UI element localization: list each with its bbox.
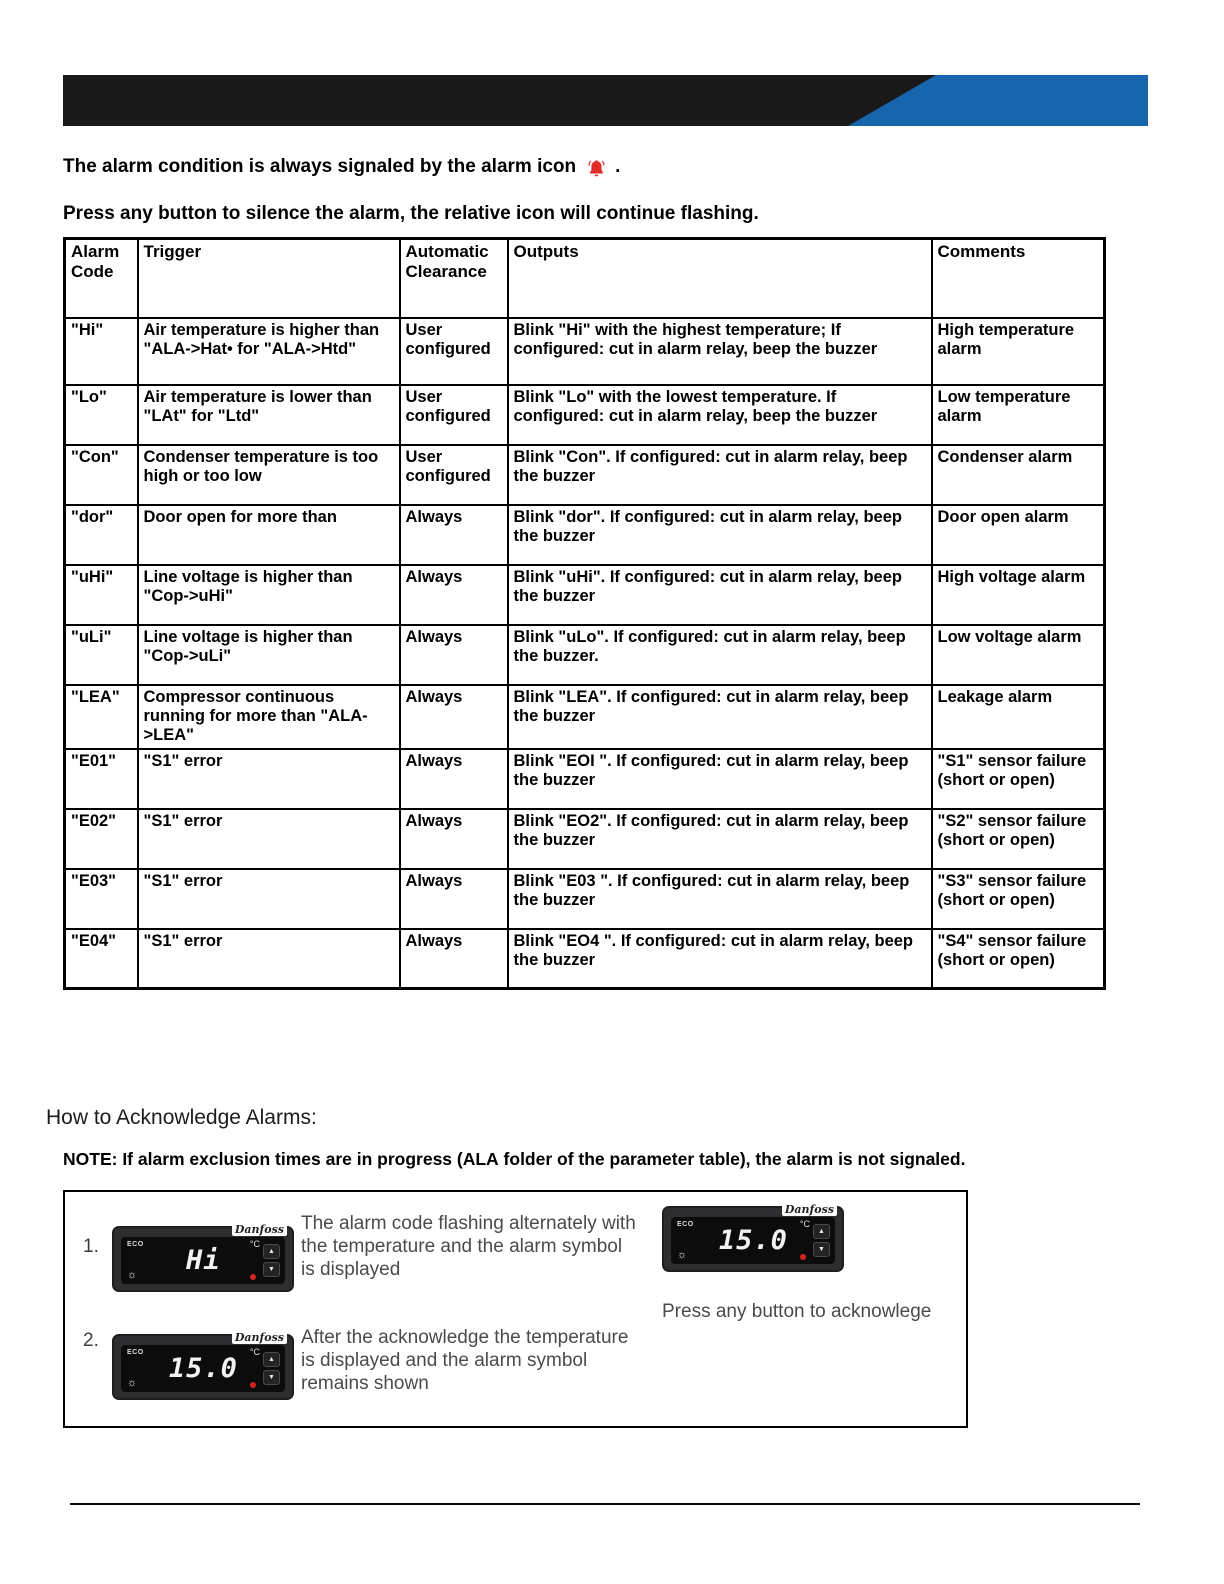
cell-comments: Low voltage alarm	[932, 625, 1105, 685]
alarm-table	[63, 237, 1106, 990]
note-ala-ref: ALA	[462, 1149, 499, 1169]
cell-trigger: Air temperature is lower than "LAt" for "Ltd"	[138, 385, 400, 445]
cell-outputs: Blink "EO2". If configured: cut in alarm relay, beep the buzzer	[508, 809, 932, 869]
cell-code: "dor"	[65, 505, 138, 565]
step-1-text: The alarm code flashing alternately with the temperature and the alarm symbol is displayed	[301, 1213, 636, 1281]
display-screen	[671, 1217, 835, 1264]
eco-label: ECO	[127, 1241, 144, 1248]
cell-trigger: Line voltage is higher than "Cop->uLi"	[138, 625, 400, 685]
col-header-alarm-code: Alarm Code	[65, 239, 138, 318]
intro-line	[63, 156, 620, 178]
col-header-trigger: Trigger	[138, 239, 400, 318]
cell-code: "Con"	[65, 445, 138, 505]
celsius-indicator: °C	[249, 1347, 260, 1357]
cell-trigger: Door open for more than	[138, 505, 400, 565]
cell-outputs: Blink "uLo". If configured: cut in alarm relay, beep the buzzer.	[508, 625, 932, 685]
footer-rule	[70, 1503, 1140, 1505]
cell-outputs: Blink "uHi". If configured: cut in alarm relay, beep the buzzer	[508, 565, 932, 625]
display-value: 15.0	[718, 1225, 788, 1256]
light-icon: ☼	[127, 1269, 138, 1281]
down-button-icon: ▼	[263, 1262, 280, 1277]
cell-outputs: Blink "EO4 ". If configured: cut in alarm relay, beep the buzzer	[508, 929, 932, 989]
table-row	[65, 565, 1105, 625]
display-screen	[121, 1345, 285, 1392]
controller-display-alarm	[112, 1223, 294, 1292]
controller-display-temperature-right	[662, 1203, 844, 1272]
cell-outputs: Blink "EOI ". If configured: cut in alarm relay, beep the buzzer	[508, 749, 932, 809]
cell-clearance: Always	[400, 625, 508, 685]
col-header-outputs: Outputs	[508, 239, 932, 318]
danfoss-logo: Danfoss	[232, 1224, 287, 1236]
table-row	[65, 445, 1105, 505]
up-button-icon: ▲	[263, 1352, 280, 1367]
alarm-indicator	[800, 1254, 806, 1260]
cell-code: "uHi"	[65, 565, 138, 625]
cell-comments: High voltage alarm	[932, 565, 1105, 625]
acknowledge-figure	[63, 1190, 968, 1428]
cell-trigger: "S1" error	[138, 749, 400, 809]
cell-code: "E01"	[65, 749, 138, 809]
alarm-bell-icon	[586, 158, 607, 179]
celsius-indicator: °C	[799, 1219, 810, 1229]
cell-clearance: Always	[400, 809, 508, 869]
cell-clearance: User configured	[400, 385, 508, 445]
cell-trigger: Air temperature is higher than "ALA->Hat• for "ALA->Htd"	[138, 318, 400, 385]
silence-instruction: Press any button to silence the alarm, the relative icon will continue flashing.	[63, 203, 759, 224]
cell-comments: Low temperature alarm	[932, 385, 1105, 445]
table-row	[65, 385, 1105, 445]
cell-outputs: Blink "Lo" with the lowest temperature. If configured: cut in alarm relay, beep the buzzer	[508, 385, 932, 445]
light-icon: ☼	[127, 1377, 138, 1389]
table-row	[65, 318, 1105, 385]
table-row	[65, 929, 1105, 989]
note-line	[63, 1149, 965, 1170]
table-row	[65, 685, 1105, 749]
cell-outputs: Blink "dor". If configured: cut in alarm relay, beep the buzzer	[508, 505, 932, 565]
col-header-clearance: Automatic Clearance	[400, 239, 508, 318]
danfoss-logo: Danfoss	[782, 1204, 837, 1216]
celsius-indicator: °C	[249, 1239, 260, 1249]
cell-comments: Leakage alarm	[932, 685, 1105, 749]
table-row	[65, 625, 1105, 685]
cell-comments: "S4" sensor failure (short or open)	[932, 929, 1105, 989]
up-button-icon: ▲	[263, 1244, 280, 1259]
step-2-text: After the acknowledge the temperature is displayed and the alarm symbol remains shown	[301, 1327, 629, 1395]
cell-trigger: "S1" error	[138, 809, 400, 869]
cell-code: "E02"	[65, 809, 138, 869]
up-button-icon: ▲	[813, 1224, 830, 1239]
cell-outputs: Blink "Con". If configured: cut in alarm relay, beep the buzzer	[508, 445, 932, 505]
note-text-1: : If alarm exclusion times are in progress (	[111, 1149, 463, 1169]
cell-trigger: Line voltage is higher than "Cop->uHi"	[138, 565, 400, 625]
display-value: 15.0	[168, 1353, 238, 1384]
cell-clearance: Always	[400, 565, 508, 625]
cell-clearance: Always	[400, 749, 508, 809]
acknowledge-instruction: Press any button to acknowlege	[662, 1301, 932, 1322]
display-screen	[121, 1237, 285, 1284]
cell-comments: "S2" sensor failure (short or open)	[932, 809, 1105, 869]
intro-period: .	[615, 156, 621, 177]
table-row	[65, 749, 1105, 809]
cell-clearance: Always	[400, 869, 508, 929]
cell-code: "Lo"	[65, 385, 138, 445]
light-icon: ☼	[677, 1249, 688, 1261]
eco-label: ECO	[127, 1349, 144, 1356]
cell-code: "LEA"	[65, 685, 138, 749]
table-header-row	[65, 239, 1105, 318]
table-row	[65, 869, 1105, 929]
intro-text: The alarm condition is always signaled by the alarm icon	[63, 156, 577, 177]
header-banner	[63, 75, 1148, 126]
alarm-indicator	[250, 1382, 256, 1388]
cell-trigger: "S1" error	[138, 929, 400, 989]
table-row	[65, 809, 1105, 869]
cell-comments: "S3" sensor failure (short or open)	[932, 869, 1105, 929]
cell-comments: Condenser alarm	[932, 445, 1105, 505]
cell-outputs: Blink "Hi" with the highest temperature; If configured: cut in alarm relay, beep the buzzer	[508, 318, 932, 385]
eco-label: ECO	[677, 1221, 694, 1228]
cell-outputs: Blink "LEA". If configured: cut in alarm relay, beep the buzzer	[508, 685, 932, 749]
cell-clearance: Always	[400, 685, 508, 749]
alarm-indicator	[250, 1274, 256, 1280]
cell-code: "E03"	[65, 869, 138, 929]
note-label: NOTE	[63, 1149, 112, 1169]
table-row	[65, 505, 1105, 565]
cell-clearance: Always	[400, 505, 508, 565]
step-2-number: 2.	[83, 1330, 99, 1351]
cell-clearance: Always	[400, 929, 508, 989]
cell-clearance: User configured	[400, 318, 508, 385]
cell-code: "E04"	[65, 929, 138, 989]
cell-code: "Hi"	[65, 318, 138, 385]
cell-comments: "S1" sensor failure (short or open)	[932, 749, 1105, 809]
danfoss-logo: Danfoss	[232, 1332, 287, 1344]
cell-code: "uLi"	[65, 625, 138, 685]
display-value: Hi	[186, 1245, 221, 1276]
cell-clearance: User configured	[400, 445, 508, 505]
down-button-icon: ▼	[813, 1242, 830, 1257]
step-1-number: 1.	[83, 1236, 99, 1257]
down-button-icon: ▼	[263, 1370, 280, 1385]
cell-comments: Door open alarm	[932, 505, 1105, 565]
cell-trigger: Compressor continuous running for more than "ALA->LEA"	[138, 685, 400, 749]
cell-trigger: "S1" error	[138, 869, 400, 929]
note-text-2: folder of the parameter table), the alarm is not signaled.	[498, 1149, 966, 1169]
cell-trigger: Condenser temperature is too high or too low	[138, 445, 400, 505]
cell-outputs: Blink "E03 ". If configured: cut in alarm relay, beep the buzzer	[508, 869, 932, 929]
controller-display-temperature	[112, 1331, 294, 1400]
header-banner-blue-accent	[848, 75, 1148, 126]
col-header-comments: Comments	[932, 239, 1105, 318]
cell-comments: High temperature alarm	[932, 318, 1105, 385]
acknowledge-heading: How to Acknowledge Alarms:	[46, 1106, 317, 1129]
